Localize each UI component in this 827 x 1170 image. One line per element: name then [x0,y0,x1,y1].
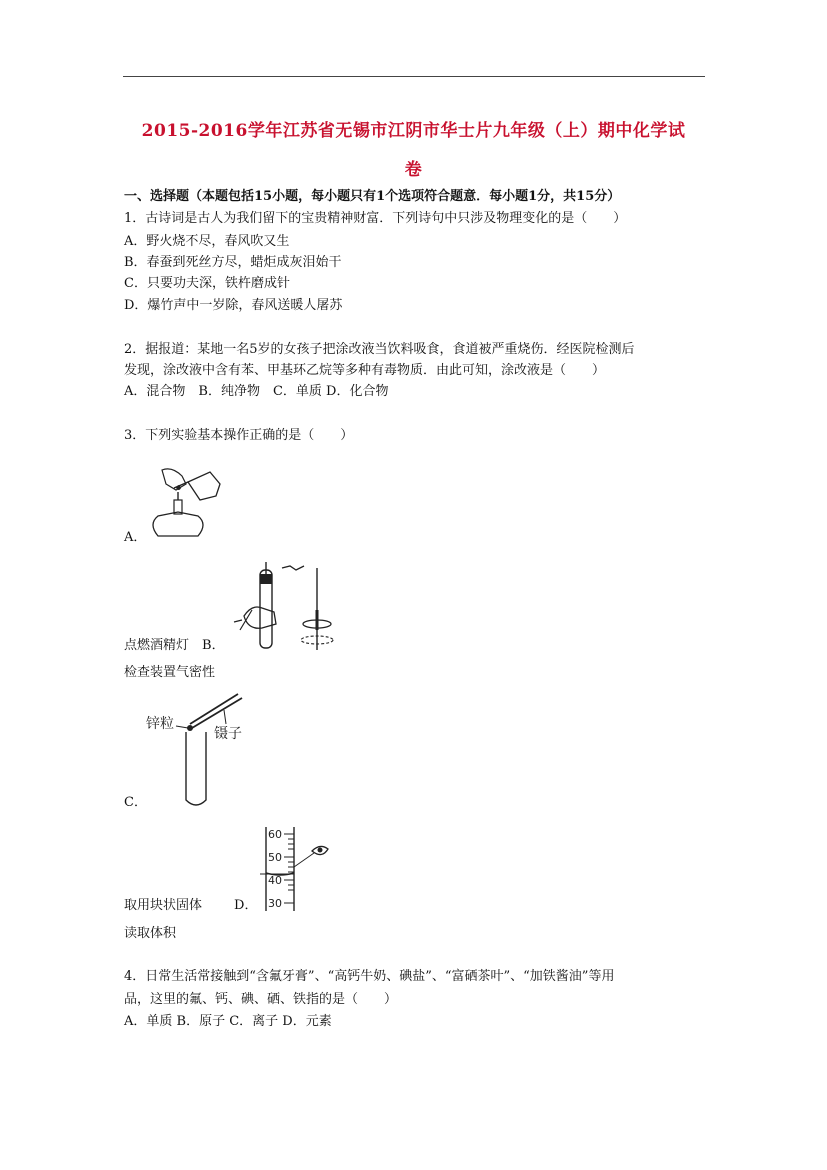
scale-label-50: 50 [268,851,282,864]
q2-options: A．混合物 B．纯净物 C．单质 D．化合物 [124,384,389,399]
granule-label: 锌粒 [146,716,174,732]
q1-option-a: A．野火烧不尽，春风吹又生 [124,234,290,249]
q1-option-d: D．爆竹声中一岁除，春风送暖人屠苏 [124,298,343,313]
airtightness-figure [232,560,342,658]
q3-option-c-label: C． [124,795,147,810]
scale-label-30: 30 [268,897,282,910]
q3-option-d-text: 读取体积 [124,926,177,941]
q1-stem: 1．古诗词是古人为我们留下的宝贵精神财富．下列诗句中只涉及物理变化的是（ ） [124,211,627,226]
zinc-tweezers-figure [146,690,256,808]
header-rule [123,76,705,77]
tweezers-label: 镊子 [214,726,242,742]
q4-stem-line2: 品，这里的氟、钙、碘、硒、铁指的是（ ） [124,992,398,1007]
page-title-line2: 卷 [404,160,423,180]
scale-label-60: 60 [268,828,282,841]
q3-option-a-label: A． [124,530,147,545]
q3-option-b-text: 检查装置气密性 [124,665,216,680]
scale-label-40: 40 [268,874,282,887]
q3-option-c-text-and-d-label [124,897,257,915]
q3-stem: 3．下列实验基本操作正确的是（ ） [124,428,354,443]
q4-stem-line1: 4．日常生活常接触到“含氟牙膏”、“高钙牛奶、碘盐”、“富硒茶叶”、“加铁酱油”等用 [124,969,615,984]
q3-option-b-label: B． [202,638,225,653]
q3-option-a-text: 点燃酒精灯 [124,638,190,653]
alcohol-lamp-figure [148,462,226,546]
q3-option-c-text: 取用块状固体 [124,898,203,913]
q3-option-d-label: D． [234,898,258,913]
q3-option-a-text-and-b-label [124,637,225,655]
section-heading: 一、选择题（本题包括15小题，每小题只有1个选项符合题意．每小题1分，共15分） [124,189,621,204]
q2-stem-line1: 2．据报道：某地一名5岁的女孩子把涂改液当饮料吸食，食道被严重烧伤．经医院检测后 [124,342,635,357]
q4-options: A．单质 B．原子 C．离子 D．元素 [124,1014,332,1029]
q1-option-b: B．春蚕到死丝方尽，蜡炬成灰泪始干 [124,255,342,270]
q1-option-c: C．只要功夫深，铁杵磨成针 [124,276,290,291]
q2-stem-line2: 发现，涂改液中含有苯、甲基环乙烷等多种有毒物质．由此可知，涂改液是（ ） [124,363,606,378]
graduated-cylinder-figure [260,825,340,915]
page-title-line1: 2015-2016学年江苏省无锡市江阴市华士片九年级（上）期中化学试 [141,121,686,141]
